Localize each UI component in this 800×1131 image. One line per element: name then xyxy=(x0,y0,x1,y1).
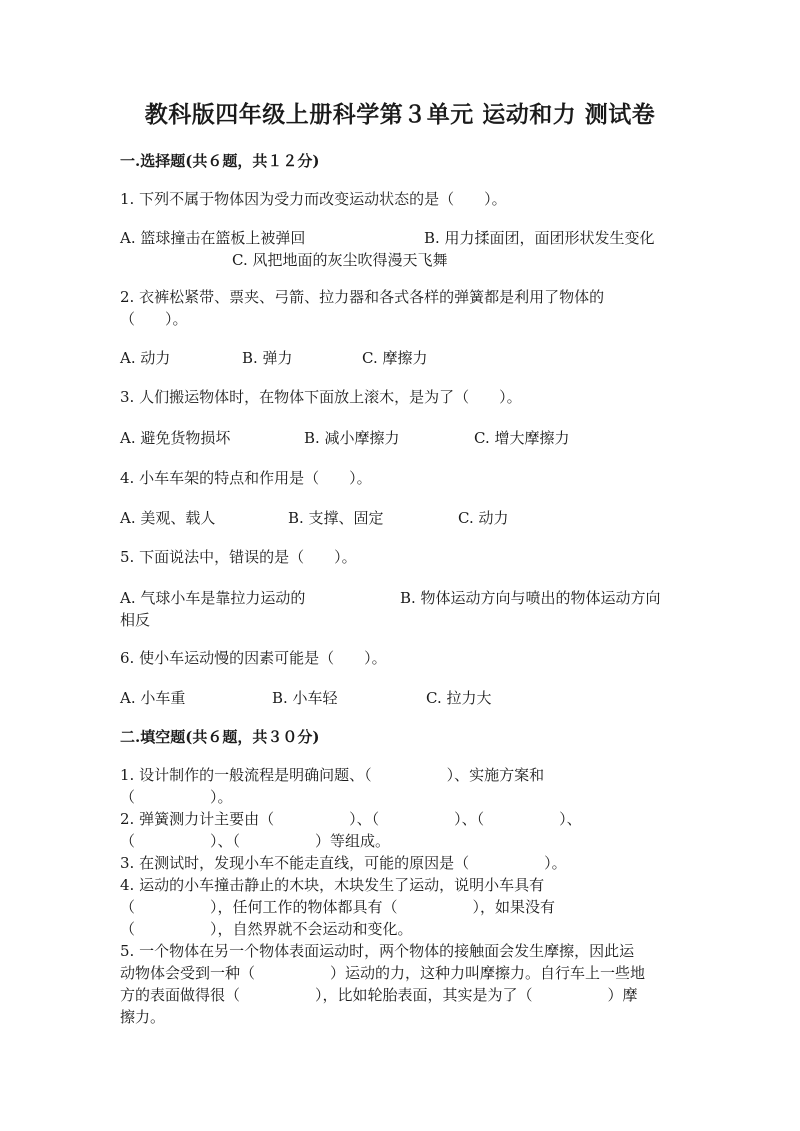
option-b: B. 弹力 xyxy=(242,349,293,367)
section-heading-choice: 一.选择题(共６题，共１２分) xyxy=(120,152,320,170)
section-heading-fill: 二.填空题(共６题，共３０分) xyxy=(120,728,320,746)
fill-line: 擦力。 xyxy=(120,1008,166,1026)
fill-line: （ ），任何工作的物体都具有（ ），如果没有 xyxy=(120,898,556,916)
question-stem: 1. 下列不属于物体因为受力而改变运动状态的是（ ）。 xyxy=(120,190,507,208)
option-a: A. 动力 xyxy=(120,349,171,367)
option-a: A. 美观、载人 xyxy=(120,509,216,527)
option-b: B. 物体运动方向与喷出的物体运动方向 xyxy=(400,589,661,607)
option-b: B. 小车轻 xyxy=(272,689,338,707)
question-stem: 5. 下面说法中，错误的是（ ）。 xyxy=(120,548,357,566)
option-b: B. 减小摩擦力 xyxy=(304,429,400,447)
fill-line: （ ）。 xyxy=(120,788,233,806)
option-c: C. 增大摩擦力 xyxy=(474,429,570,447)
option-a: A. 避免货物损坏 xyxy=(120,429,231,447)
option-c: C. 动力 xyxy=(458,509,509,527)
fill-line: （ ），自然界就不会运动和变化。 xyxy=(120,920,413,938)
option-c: C. 摩擦力 xyxy=(362,349,428,367)
question-stem-continued: （ ）。 xyxy=(120,310,188,328)
option-a: A. 气球小车是靠拉力运动的 xyxy=(120,589,306,607)
question-stem: 6. 使小车运动慢的因素可能是（ ）。 xyxy=(120,649,387,667)
option-b: B. 用力揉面团，面团形状发生变化 xyxy=(424,229,655,247)
question-stem: 2. 衣裤松紧带、票夹、弓箭、拉力器和各式各样的弹簧都是利用了物体的 xyxy=(120,288,605,306)
option-b-continued: 相反 xyxy=(120,611,151,629)
fill-line: 1. 设计制作的一般流程是明确问题、（ ）、实施方案和 xyxy=(120,766,545,784)
fill-line: 5. 一个物体在另一个物体表面运动时，两个物体的接触面会发生摩擦，因此运 xyxy=(120,942,635,960)
page-title: 教科版四年级上册科学第３单元 运动和力 测试卷 xyxy=(144,101,656,128)
fill-line: 3. 在测试时，发现小车不能走直线，可能的原因是（ ）。 xyxy=(120,854,567,872)
fill-line: 4. 运动的小车撞击静止的木块，木块发生了运动，说明小车具有 xyxy=(120,876,545,894)
fill-line: 方的表面做得很（ ），比如轮胎表面，其实是为了（ ）摩 xyxy=(120,986,638,1004)
fill-line: 2. 弹簧测力计主要由（ ）、（ ）、（ ）、 xyxy=(120,810,582,828)
fill-line: （ ）、（ ）等组成。 xyxy=(120,832,391,850)
question-stem: 3. 人们搬运物体时，在物体下面放上滚木，是为了（ ）。 xyxy=(120,388,522,406)
question-stem: 4. 小车车架的特点和作用是（ ）。 xyxy=(120,469,372,487)
option-a: A. 篮球撞击在篮板上被弹回 xyxy=(120,229,306,247)
option-a: A. 小车重 xyxy=(120,689,186,707)
option-c: C. 拉力大 xyxy=(426,689,492,707)
option-c: C. 风把地面的灰尘吹得漫天飞舞 xyxy=(232,251,448,269)
option-b: B. 支撑、固定 xyxy=(288,509,384,527)
fill-line: 动物体会受到一种（ ）运动的力，这种力叫摩擦力。自行车上一些地 xyxy=(120,964,646,982)
